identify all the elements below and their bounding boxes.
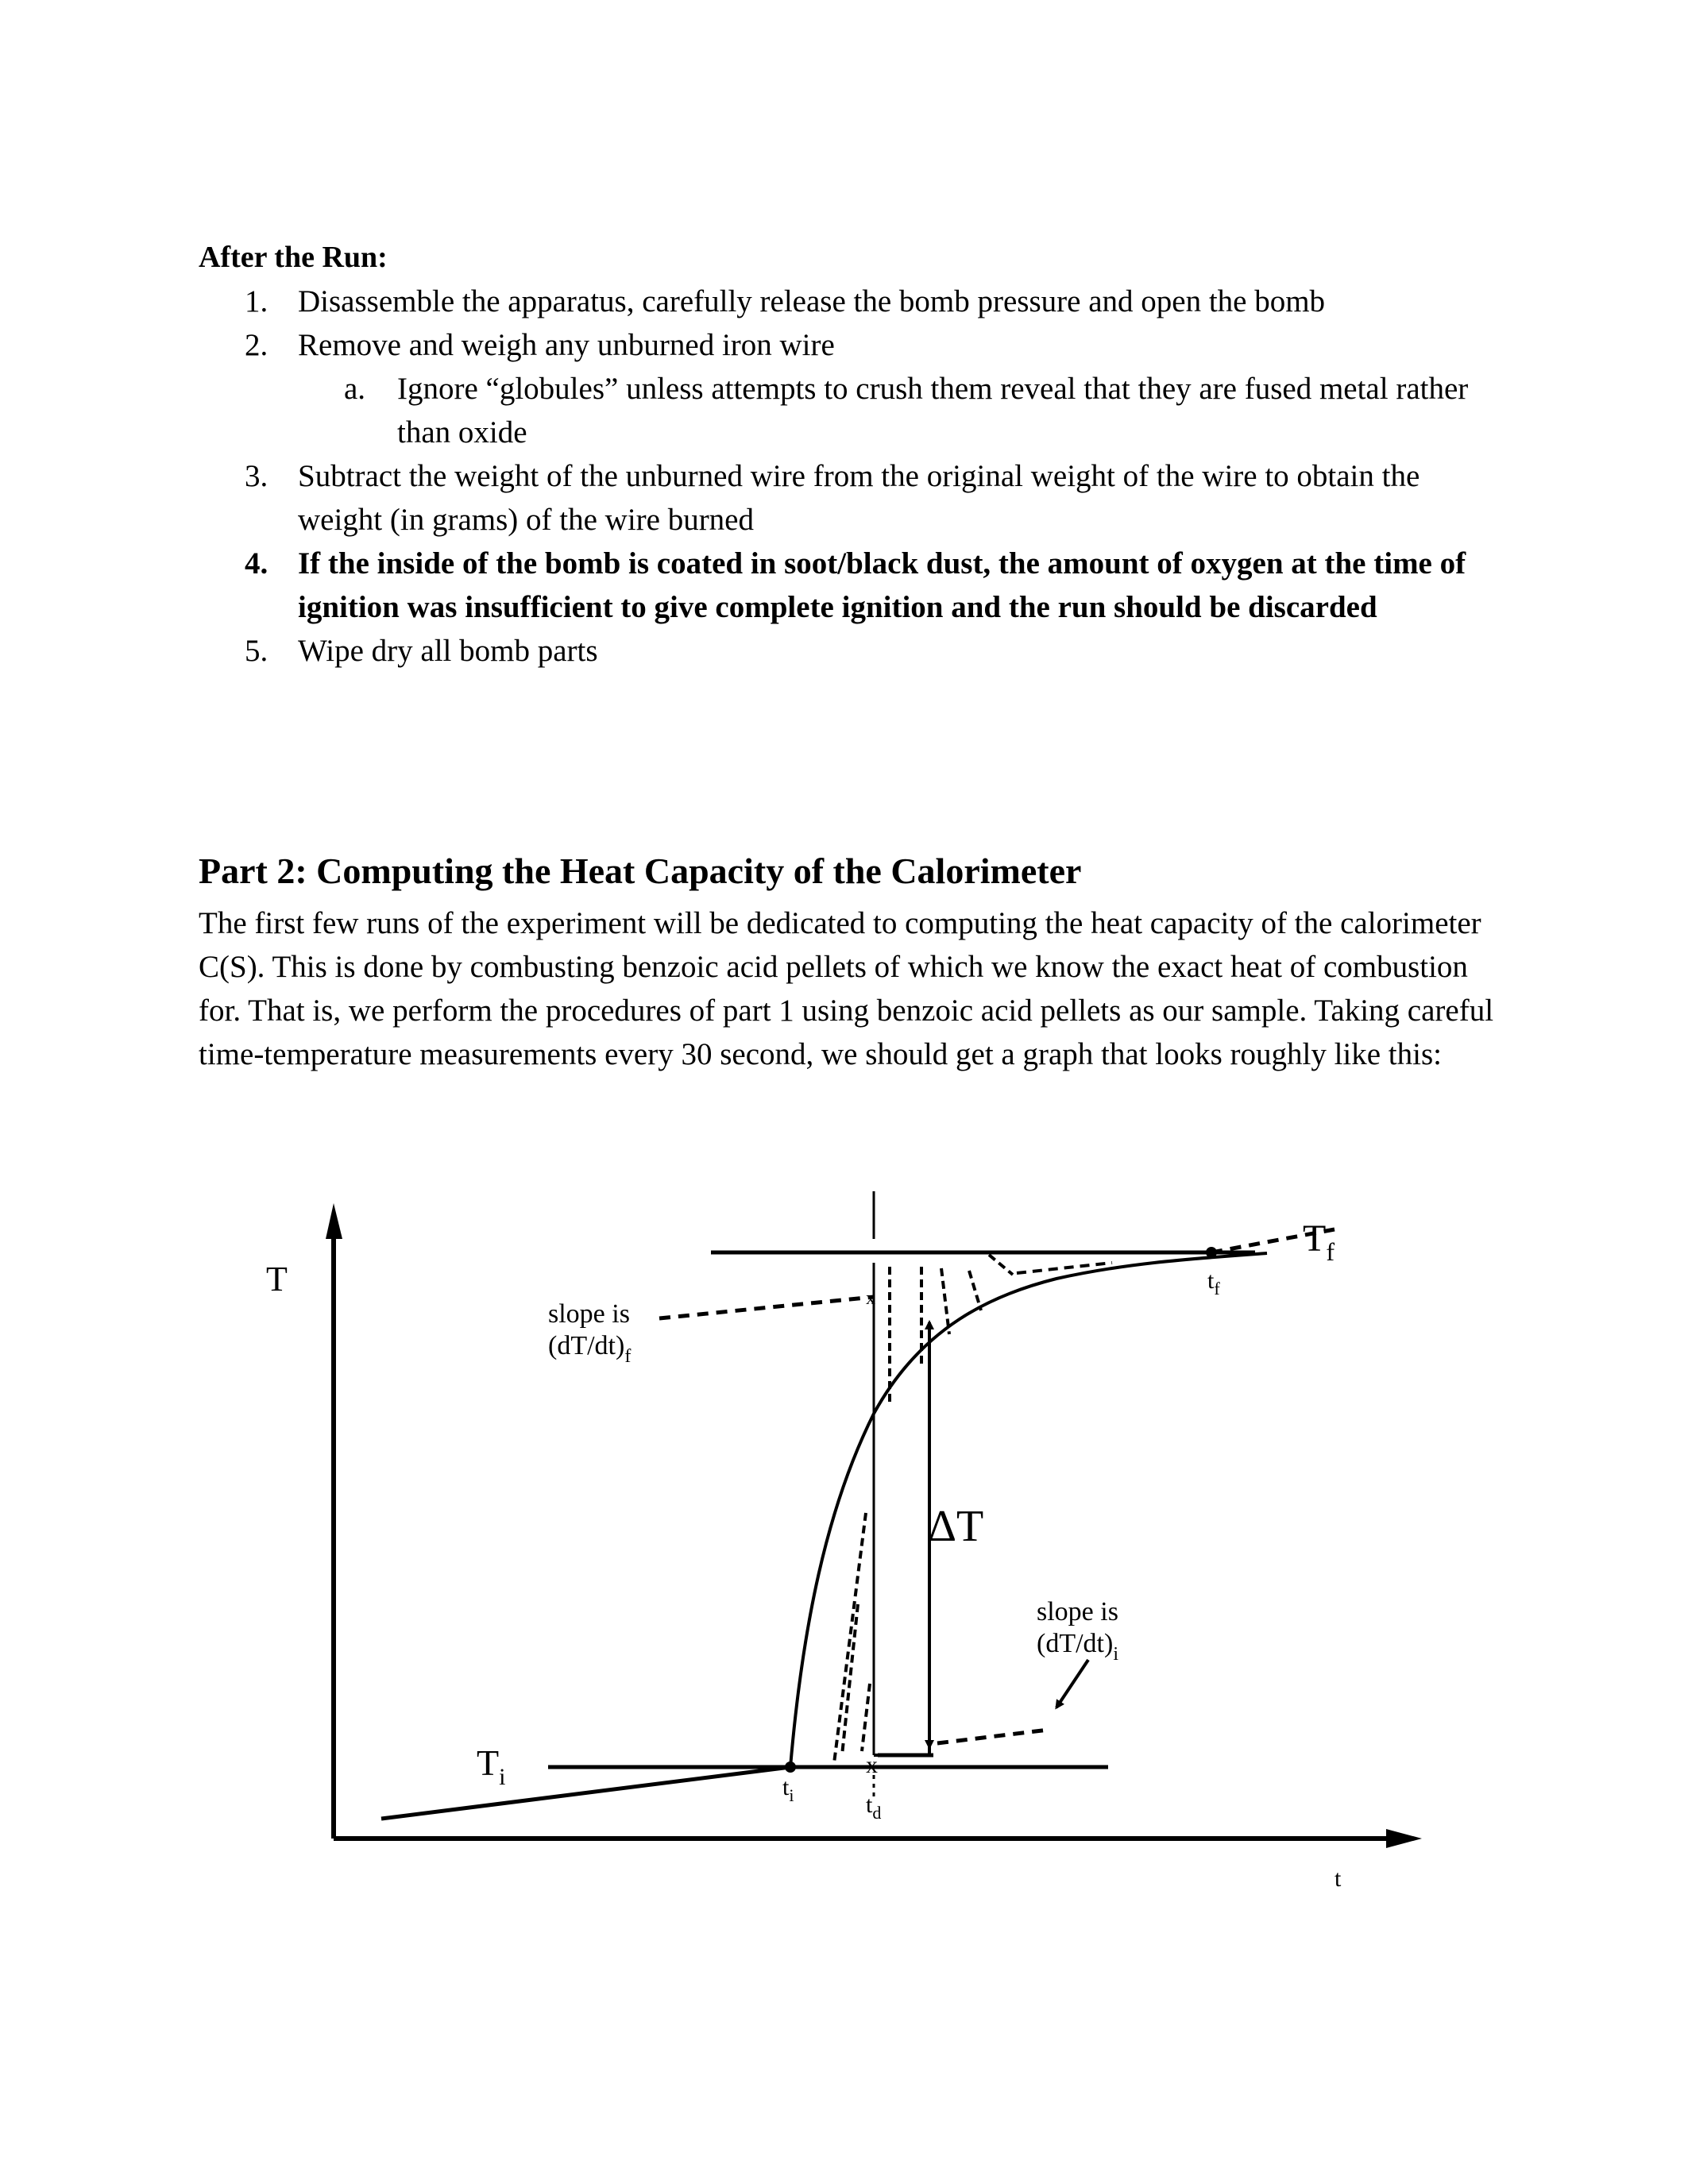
slope-i-pointer-arrow — [1056, 1660, 1088, 1707]
list-item-3 — [199, 454, 1485, 542]
initial-drift-line — [381, 1767, 790, 1819]
after-run-list — [199, 280, 1485, 673]
slope-i-label-line1: slope is — [1037, 1597, 1118, 1626]
tf-point — [1206, 1247, 1217, 1258]
list-subitem-a — [199, 367, 1485, 454]
ti-label: $t_i$ — [782, 1774, 794, 1805]
slope-f-label-line2: $(dT/dt)_f$ — [548, 1331, 632, 1367]
section-title: Part 2: Computing the Heat Capacity of the Calorimeter — [199, 851, 1082, 891]
marker-x-top: x — [866, 1288, 875, 1309]
list-item-4 — [199, 542, 1485, 629]
list-number: 1. — [245, 284, 268, 318]
delta-T-label: ΔT — [928, 1502, 984, 1551]
section-paragraph: The first few runs of the experiment will be dedicated to computing the heat capacity of the calorimeter C(S). This is done by combusting benzoic acid pellets of which we know the exact heat of combustion for. That is, we perform the procedures of part 1 using benzoic acid pellets as our sample. Taking careful time-temperature measurements every 30 second, we should get a graph that looks roughly like this: — [199, 906, 1494, 1071]
final-slope-extrapolation — [659, 1297, 874, 1318]
temperature-time-figure — [238, 1167, 1446, 1906]
ti-point — [785, 1761, 796, 1773]
y-axis-label: T — [266, 1260, 288, 1298]
tf-label: $t_f$ — [1207, 1268, 1220, 1298]
td-label: $t_d$ — [866, 1792, 882, 1823]
list-text: Ignore “globules” unless attempts to crush them reveal that they are fused metal rather than oxide — [397, 372, 1469, 450]
list-number: 5. — [245, 634, 268, 668]
list-letter: a. — [344, 372, 366, 406]
after-run-heading: After the Run: — [199, 241, 388, 274]
initial-slope-extrapolation — [937, 1730, 1049, 1743]
lower-hatched-area — [834, 1513, 870, 1763]
list-text: Subtract the weight of the unburned wire from the original weight of the wire to obtain the weight (in grams) of the wire burned — [298, 459, 1420, 537]
list-text: Disassemble the apparatus, carefully release the bomb pressure and open the bomb — [298, 284, 1326, 318]
list-item-5 — [199, 629, 1485, 673]
list-text: Remove and weigh any unburned iron wire — [298, 328, 835, 362]
marker-x-bottom: x — [866, 1752, 878, 1778]
calorimetry-diagram — [238, 1167, 1446, 1906]
slope-f-label-line1: slope is — [548, 1299, 630, 1329]
Tf-label: $T_f$ — [1303, 1217, 1335, 1266]
list-item-2 — [199, 323, 1485, 367]
upper-hatched-area — [890, 1255, 1112, 1406]
list-item-1 — [199, 280, 1485, 323]
temperature-curve — [790, 1253, 1267, 1767]
list-text: Wipe dry all bomb parts — [298, 634, 598, 668]
list-text: If the inside of the bomb is coated in soot/black dust, the amount of oxygen at the time of ignition was insufficient to give complete ignition and the run should be discarded — [298, 546, 1466, 624]
Ti-label: $T_i$ — [477, 1742, 506, 1790]
list-number: 4. — [245, 546, 268, 581]
list-number: 2. — [245, 328, 268, 362]
slope-i-label-line2: $(dT/dt)_i$ — [1037, 1629, 1118, 1665]
list-number: 3. — [245, 459, 268, 493]
x-axis-label: t — [1335, 1866, 1342, 1892]
